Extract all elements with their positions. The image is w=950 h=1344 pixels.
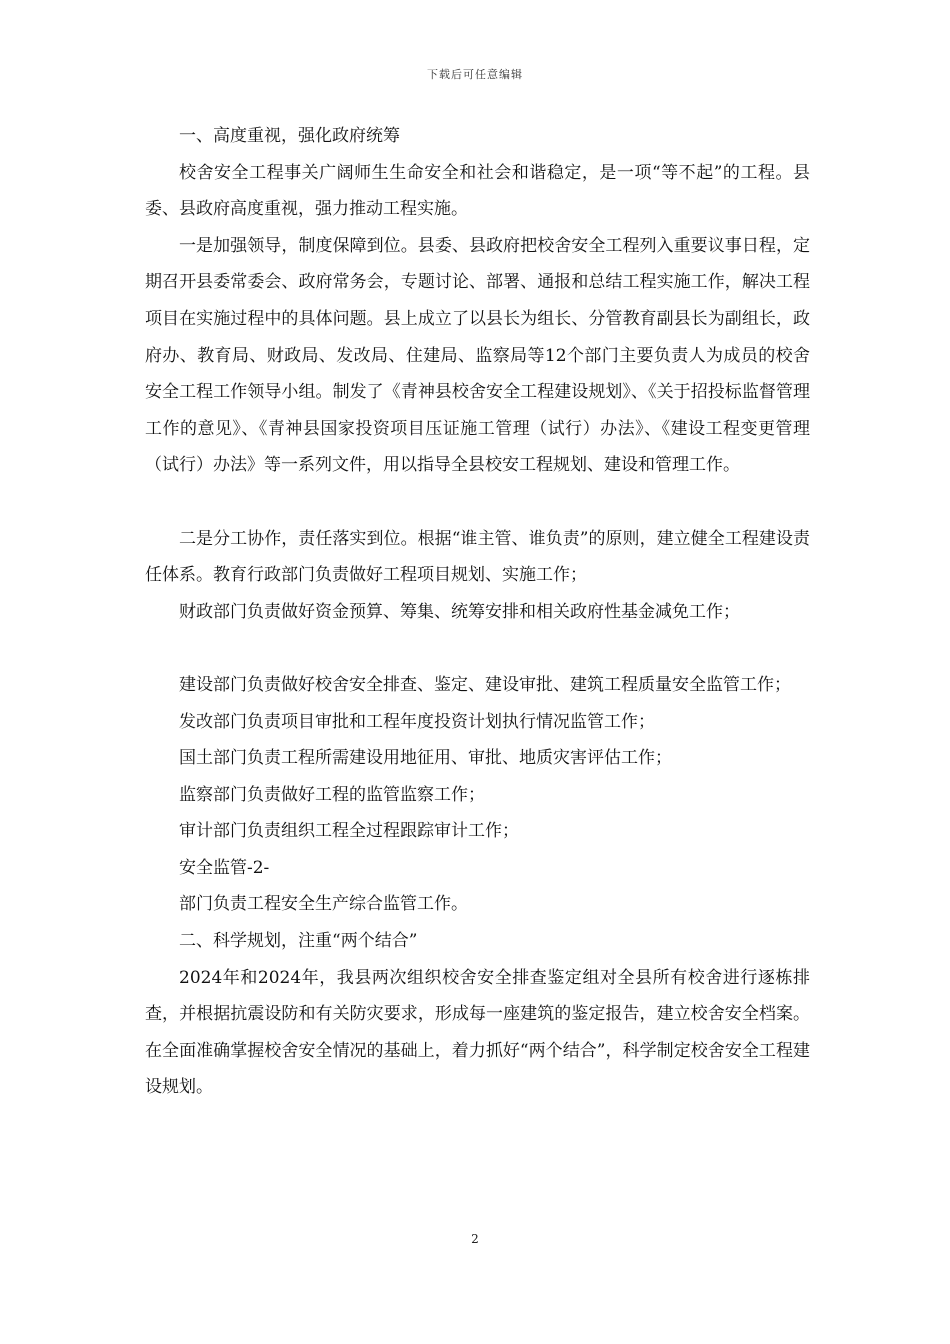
section-heading-2: 二、科学规划，注重“两个结合” bbox=[179, 931, 418, 952]
paragraph: 二是分工协作，责任落实到位。根据“谁主管、谁负责”的原则，建立健全工程建设责任体系。教育行政部门负责做好工程项目规划、实施工作； bbox=[145, 528, 810, 586]
paragraph: 校舍安全工程事关广阔师生生命安全和社会和谐稳定，是一项“等不起”的工程。县委、县政府高度重视，强力推动工程实施。 bbox=[145, 162, 810, 220]
paragraph: 国土部门负责工程所需建设用地征用、审批、地质灾害评估工作； bbox=[179, 748, 672, 769]
section-heading-1: 一、高度重视，强化政府统筹 bbox=[179, 126, 400, 146]
paragraph: 监察部门负责做好工程的监管监察工作； bbox=[179, 784, 485, 805]
paragraph: 2024年和2024年，我县两次组织校舍安全排查鉴定组对全县所有校舍进行逐栋排查，并根据抗震设防和有关防灾要求，形成每一座建筑的鉴定报告，建立校舍安全档案。在全面准确掌握校舍安全情况的基础上，着力抓好“两个结合”，科学制定校舍安全工程建设规划。 bbox=[145, 967, 810, 1098]
paragraph: 安全监管-2- bbox=[179, 857, 270, 878]
paragraph: 部门负责工程安全生产综合监管工作。 bbox=[179, 894, 468, 915]
paragraph: 建设部门负责做好校舍安全排查、鉴定、建设审批、建筑工程质量安全监管工作； bbox=[179, 674, 791, 695]
paragraph: 一是加强领导，制度保障到位。县委、县政府把校舍安全工程列入重要议事日程，定期召开县委常委会、政府常务会，专题讨论、部署、通报和总结工程实施工作，解决工程项目在实施过程中的具体问题。县上成立了以县长为组长、分管教育副县长为副组长，政府办、教育局、财政局、发改局、住建局、监察局等12个部门主要负责人为成员的校舍安全工程工作领导小组。制发了《青神县校舍安全工程建设规划》、《关于招投标监督管理工作的意见》、《青神县国家投资项目压证施工管理（试行）办法》、《建设工程变更管理（试行）办法》等一系列文件，用以指导全县校安工程规划、建设和管理工作。 bbox=[145, 235, 810, 476]
paragraph: 审计部门负责组织工程全过程跟踪审计工作； bbox=[179, 821, 519, 842]
page-header: 下载后可任意编辑 bbox=[427, 68, 523, 81]
paragraph: 财政部门负责做好资金预算、筹集、统筹安排和相关政府性基金减免工作； bbox=[179, 601, 740, 622]
page-number: 2 bbox=[471, 1232, 479, 1246]
paragraph: 发改部门负责项目审批和工程年度投资计划执行情况监管工作； bbox=[179, 711, 655, 732]
document-body bbox=[145, 118, 810, 1106]
